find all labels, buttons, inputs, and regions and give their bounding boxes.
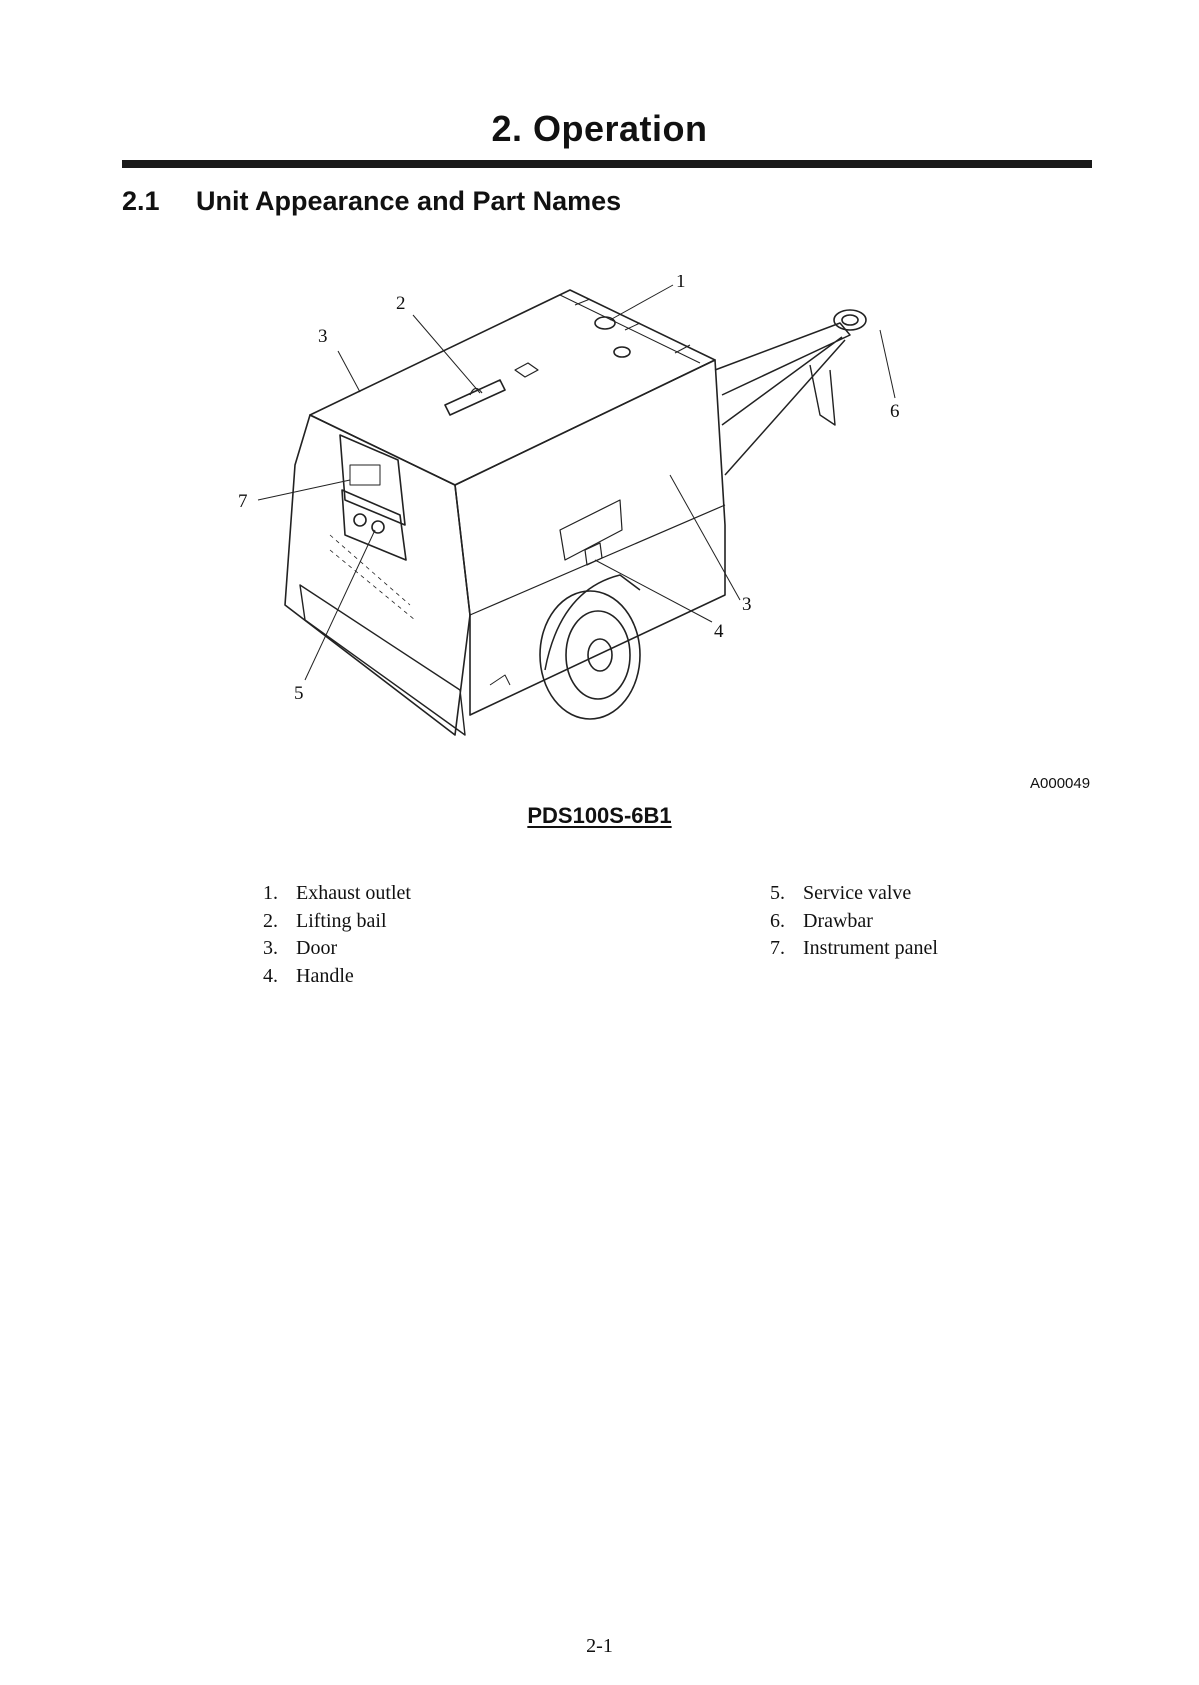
callout-4: 4 <box>714 621 724 642</box>
parts-list-right <box>770 880 938 963</box>
list-item <box>770 880 938 908</box>
drawbar <box>715 323 850 475</box>
item-number: 1. <box>263 882 278 904</box>
compressor-illustration <box>230 275 960 775</box>
parts-list-left <box>263 880 411 990</box>
list-item <box>263 880 411 908</box>
side-door <box>560 500 622 560</box>
side-face <box>455 360 725 715</box>
figure-code: A000049 <box>1030 775 1091 792</box>
model-caption <box>0 803 1199 829</box>
item-number: 7. <box>770 937 785 959</box>
lifting-bail <box>445 380 505 415</box>
item-label: Exhaust outlet <box>296 882 411 904</box>
title-rule <box>122 160 1092 168</box>
item-label: Service valve <box>803 882 912 904</box>
item-number: 6. <box>770 909 785 932</box>
callout-7: 7 <box>238 491 248 512</box>
callout-1: 1 <box>676 275 686 292</box>
section-title: Unit Appearance and Part Names <box>196 186 622 216</box>
item-number: 4. <box>263 964 278 987</box>
callout-3-top: 3 <box>318 326 328 347</box>
item-number: 5. <box>770 882 785 904</box>
section-number: 2.1 <box>122 186 160 216</box>
top-panel <box>310 290 715 485</box>
handle <box>585 543 602 565</box>
front-face <box>285 415 470 735</box>
chapter-title: 2. Operation <box>491 108 708 149</box>
callout-3-side: 3 <box>742 594 752 615</box>
item-label: Lifting bail <box>296 909 387 932</box>
list-item <box>770 935 938 963</box>
item-number: 3. <box>263 937 278 959</box>
list-item <box>770 908 938 936</box>
wheel <box>540 591 640 719</box>
item-label: Instrument panel <box>803 937 938 959</box>
item-label: Drawbar <box>803 909 873 932</box>
page-number: 2-1 <box>586 1635 613 1657</box>
callout-6: 6 <box>890 401 900 422</box>
list-item <box>263 963 411 991</box>
list-item <box>263 908 411 936</box>
list-item <box>263 935 411 963</box>
callout-5: 5 <box>294 683 304 704</box>
model-name: PDS100S-6B1 <box>527 803 672 828</box>
item-number: 2. <box>263 909 278 932</box>
section-heading <box>122 186 621 217</box>
callout-2: 2 <box>396 293 406 314</box>
item-label: Handle <box>296 964 354 987</box>
item-label: Door <box>296 937 338 959</box>
